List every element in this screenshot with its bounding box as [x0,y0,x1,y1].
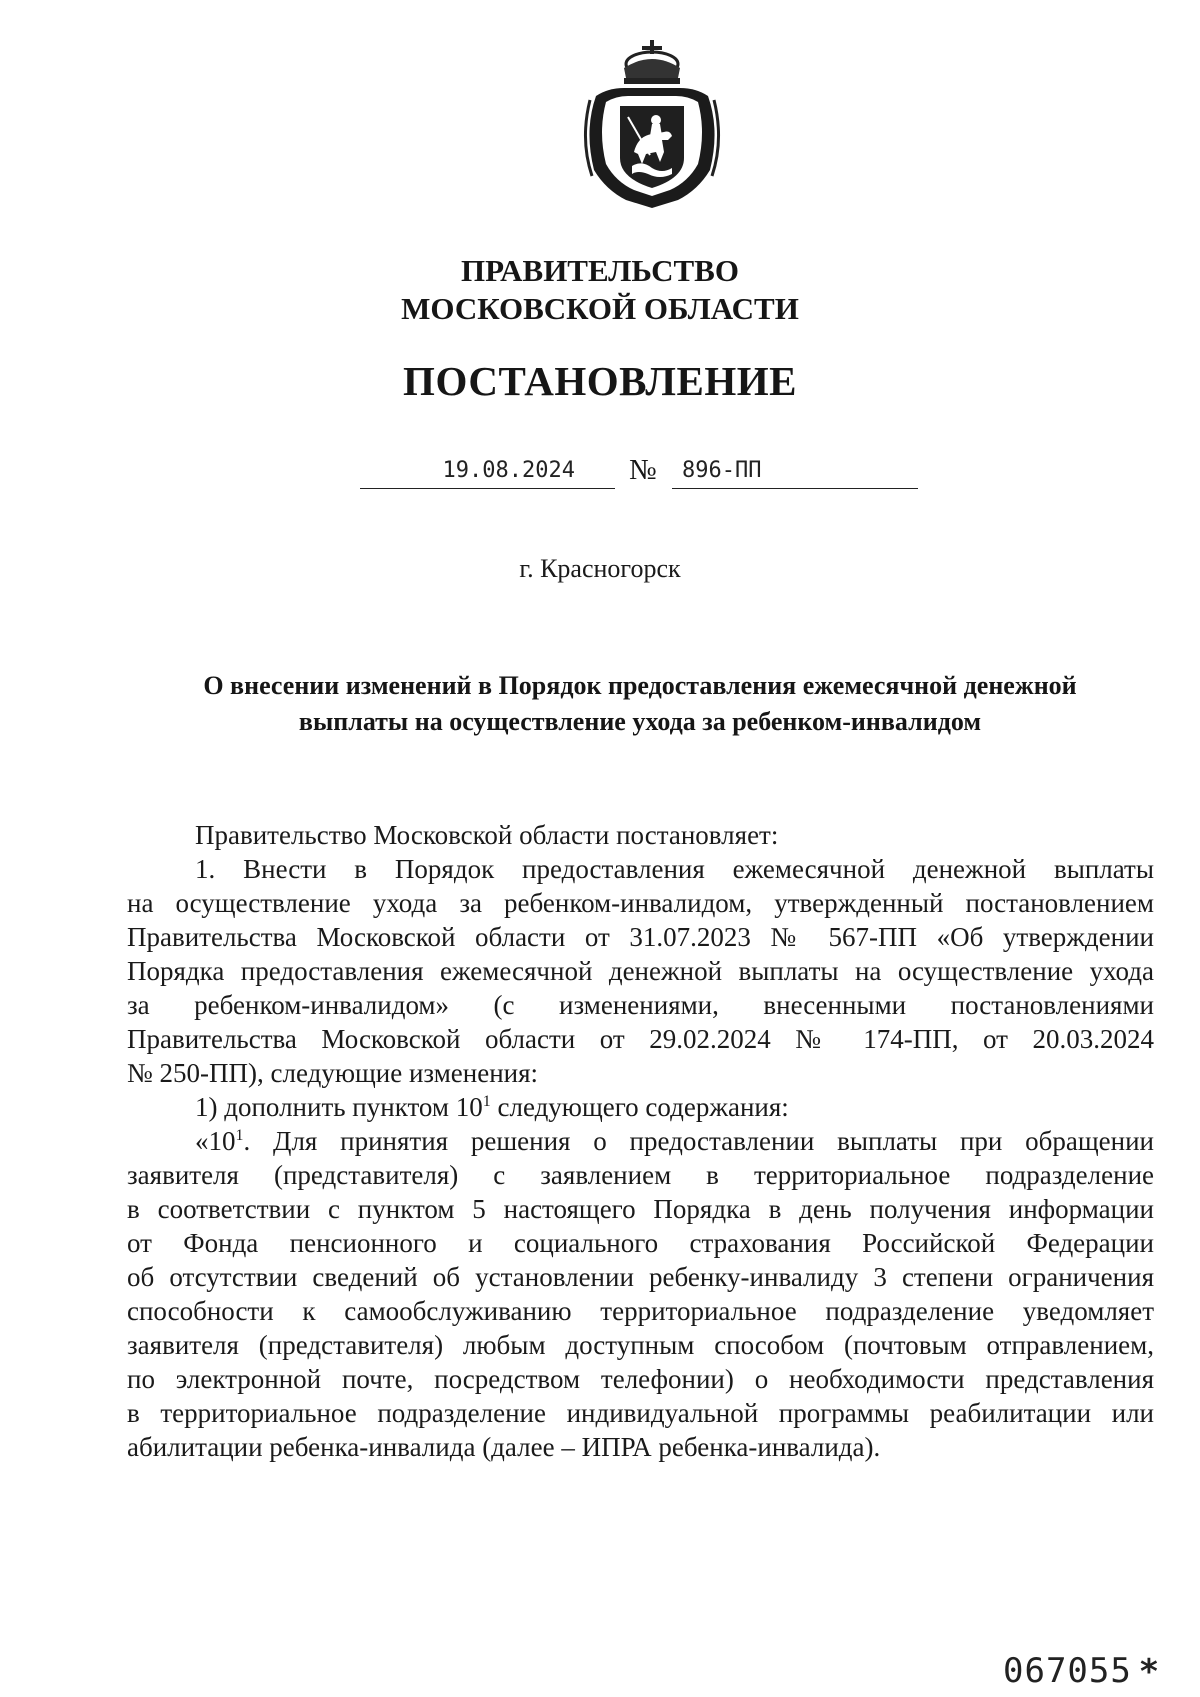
body-line: об отсутствии сведений об установлении ребенку-инвалиду 3 степени ограничения [127,1262,1154,1292]
body-line: Правительства Московской области от 29.02.2024 № 174-ПП, от 20.03.2024 [127,1024,1154,1054]
document-date: 19.08.2024 [442,458,575,483]
document-title [120,668,1160,740]
item1-suffix: следующего содержания: [490,1092,789,1122]
government-name-line1: ПРАВИТЕЛЬСТВО [461,253,739,288]
body-line: Порядка предоставления ежемесячной денежной выплаты на осуществление ухода [127,956,1154,986]
item1-superscript: 1 [482,1093,491,1110]
city: г. Красногорск [519,554,681,583]
document-type: ПОСТАНОВЛЕНИЕ [403,358,797,404]
quote-first-line [127,1124,1154,1158]
document-number: 896-ПП [682,458,762,483]
body-line: абилитации ребенка-инвалида (далее – ИПРА ребенка-инвалида). [127,1432,881,1462]
serial-star: * [1140,1652,1158,1692]
document-body [127,818,1154,1464]
body-line: от Фонда пенсионного и социального страхования Российской Федерации [127,1228,1154,1258]
number-sign: № [629,454,657,486]
document-title-line: О внесении изменений в Порядок предоставления ежемесячной денежной [203,671,1077,700]
body-line: в территориальное подразделение индивидуальной программы реабилитации или [127,1398,1154,1428]
body-line: способности к самообслуживанию территориальное подразделение уведомляет [127,1296,1154,1326]
body-line: за ребенком-инвалидом» (с изменениями, внесенными постановлениями [127,990,1154,1020]
body-line: заявителя (представителя) с заявлением в территориальное подразделение [127,1160,1154,1190]
quote-first-rest: . Для принятия решения о предоставлении выплаты при обращении [243,1126,1154,1156]
serial-number: 067055 [1003,1651,1132,1691]
quote-superscript: 1 [235,1127,244,1144]
body-line: по электронной почте, посредством телефонии) о необходимости представления [127,1364,1154,1394]
body-line: № 250-ПП), следующие изменения: [127,1058,539,1088]
quote-prefix: «10 [195,1126,236,1156]
body-line: в соответствии с пунктом 5 настоящего Порядка в день получения информации [127,1194,1154,1224]
body-line: 1. Внести в Порядок предоставления ежемесячной денежной выплаты [195,854,1154,884]
body-line: Правительства Московской области от 31.07.2023 № 567-ПП «Об утверждении [127,922,1154,952]
body-line: заявителя (представителя) любым доступным способом (почтовым отправлением, [127,1330,1154,1360]
item1-prefix: 1) дополнить пунктом 10 [195,1092,483,1122]
document-number-field [672,458,918,489]
document-title-line: выплаты на осуществление ухода за ребенком-инвалидом [298,707,982,736]
body-intro: Правительство Московской области постановляет: [195,820,779,850]
coat-of-arms-icon [576,40,728,210]
body-line: на осуществление ухода за ребенком-инвалидом, утвержденный постановлением [127,888,1154,918]
government-name-line2: МОСКОВСКОЙ ОБЛАСТИ [401,291,799,326]
body-item1 [127,1090,1154,1124]
document-date-field [360,458,615,489]
